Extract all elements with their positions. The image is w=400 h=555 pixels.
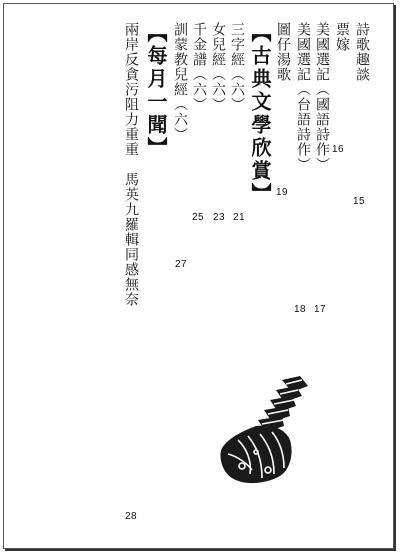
toc-page bbox=[3, 3, 394, 549]
section-heading-classics: 【古典文學欣賞】 bbox=[248, 22, 272, 206]
toc-entry-page: 23 bbox=[213, 212, 226, 223]
toc-entry-page: 28 bbox=[125, 511, 138, 522]
toc-entry-title: 美國選記（台語詩作） bbox=[295, 22, 311, 172]
toc-entry-page: 16 bbox=[332, 144, 345, 155]
toc-entry-page: 19 bbox=[276, 187, 289, 198]
toc-entry-title: 三字經（六） bbox=[229, 22, 245, 112]
toc-entry-title: 票嫁 bbox=[334, 22, 350, 52]
toc-entry-title: 千金譜（六） bbox=[191, 22, 207, 112]
section-heading-monthly-news: 【每月一聞】 bbox=[144, 22, 168, 160]
toc-entry-title: 兩岸反貪污阻力重重 馬英九羅輯同感無奈 bbox=[123, 22, 139, 307]
toc-entry-title: 訓蒙教兒經（六） bbox=[172, 22, 188, 142]
toc-entry-page: 21 bbox=[233, 212, 246, 223]
toc-entry-page: 15 bbox=[353, 196, 366, 207]
toc-entry-title: 美國選記（國語詩作） bbox=[314, 22, 330, 172]
toc-entry-page: 17 bbox=[314, 304, 327, 315]
toc-entry-title: 女兒經（六） bbox=[210, 22, 226, 112]
toc-entry-page: 27 bbox=[175, 259, 188, 270]
toc-entry-page: 18 bbox=[294, 304, 307, 315]
toc-entry-title: 詩歌趣談 bbox=[354, 22, 370, 82]
broom-icon bbox=[216, 374, 316, 494]
toc-entry-page: 25 bbox=[192, 212, 205, 223]
toc-entry-title: 圖仔湯歌 bbox=[275, 22, 291, 82]
